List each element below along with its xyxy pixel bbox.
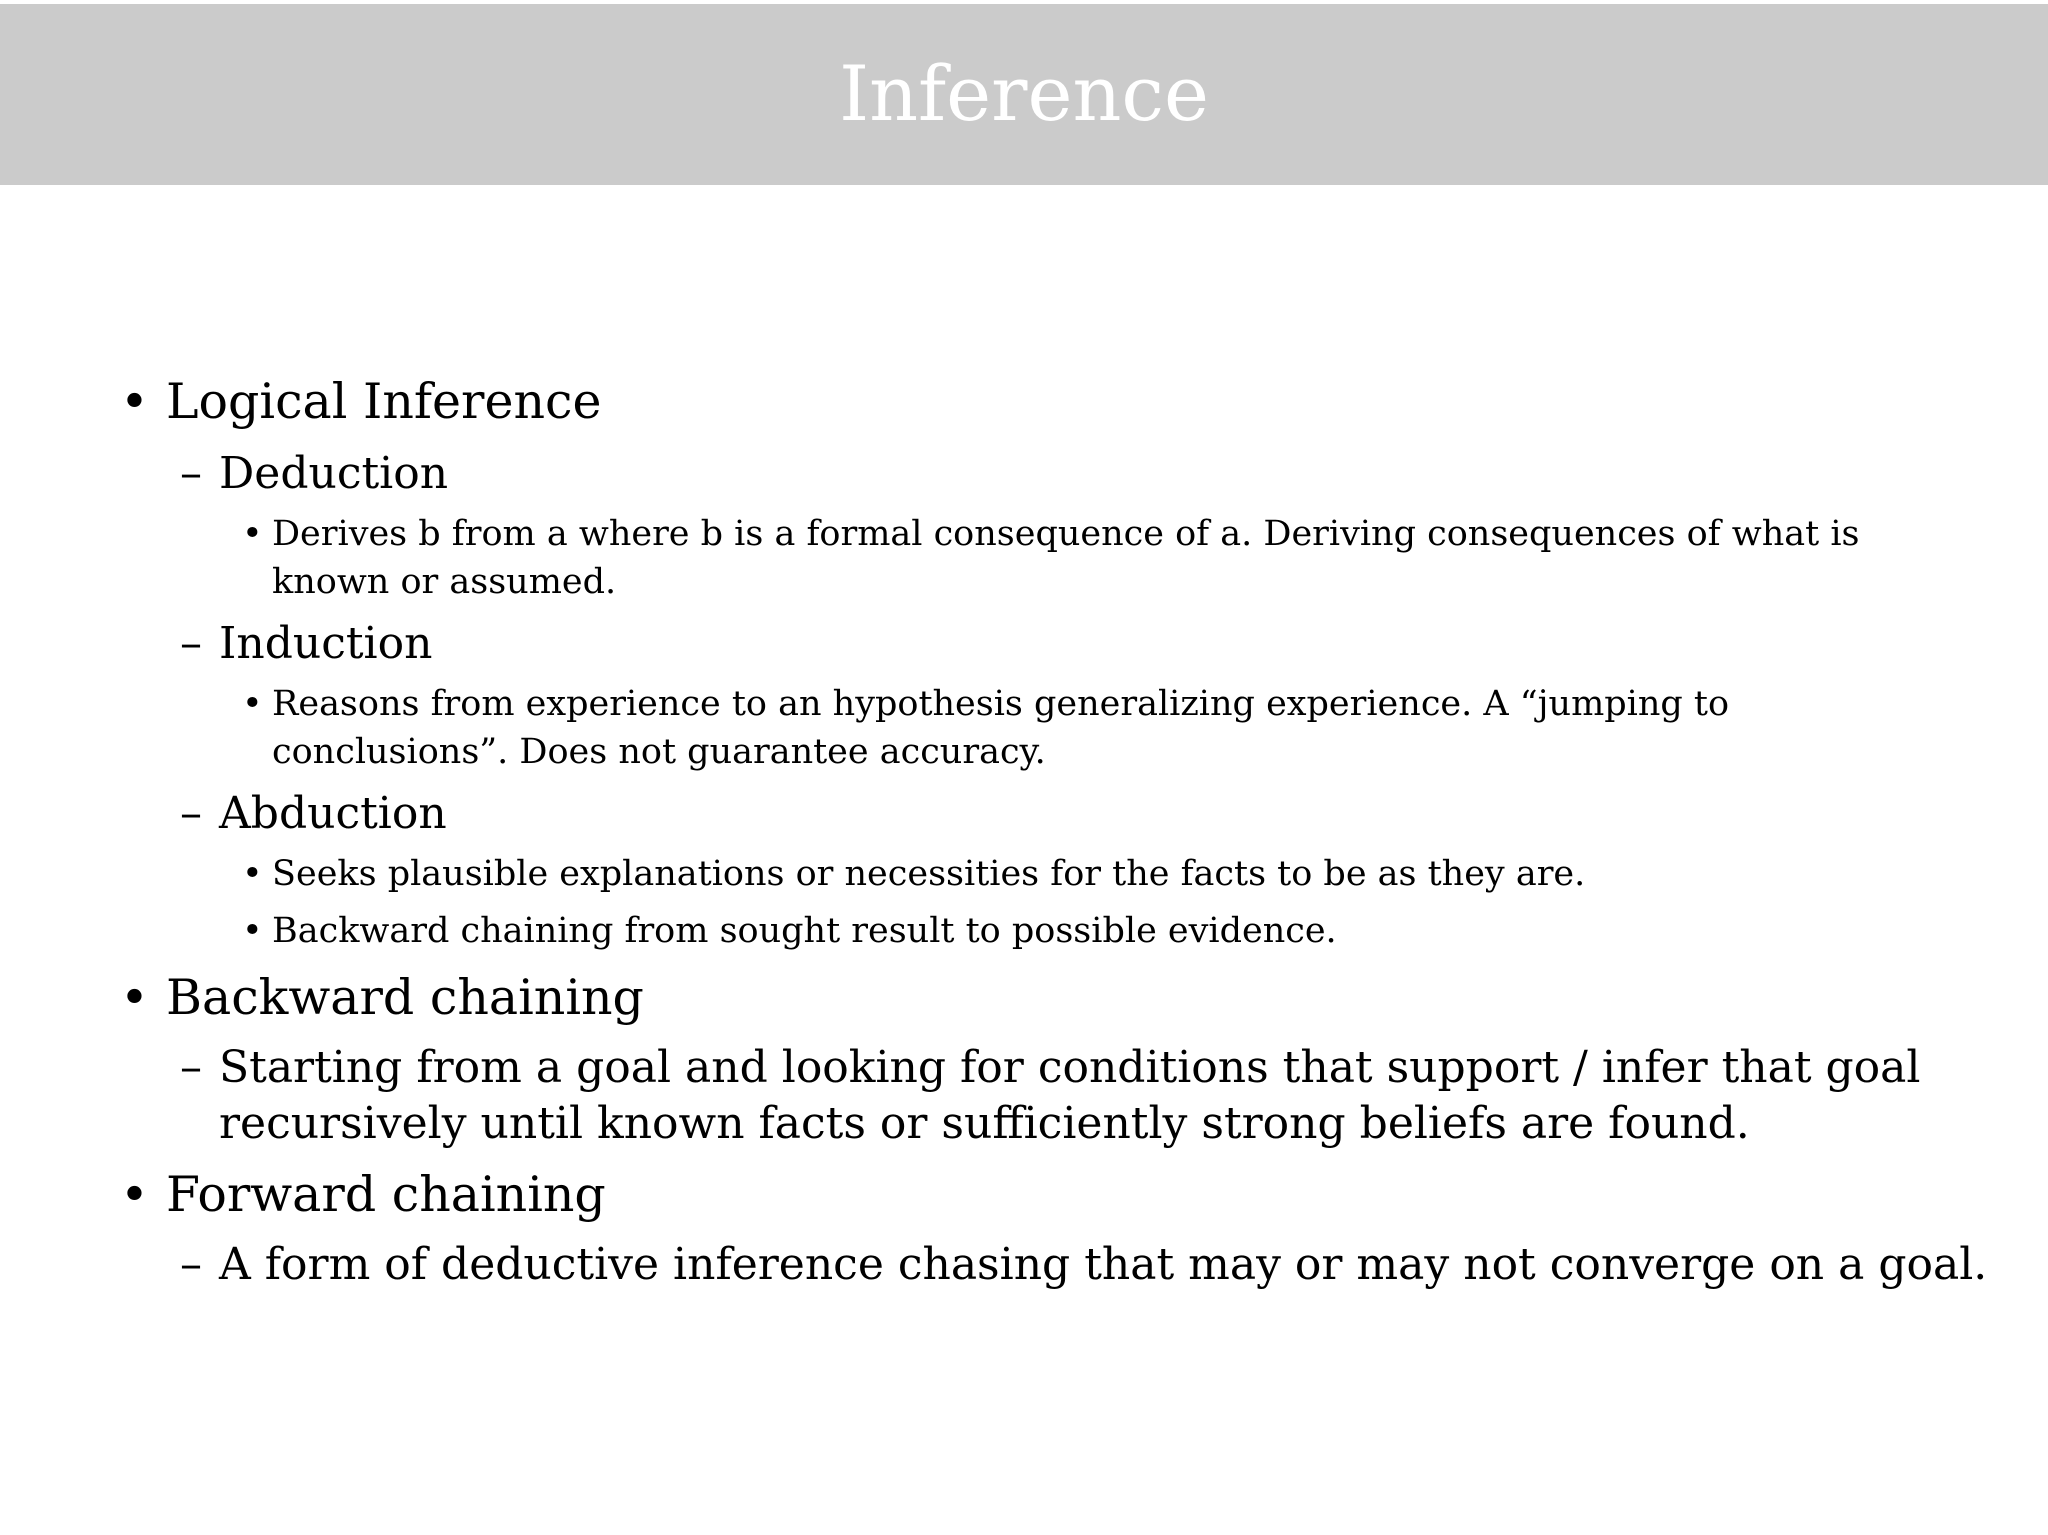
point-line: conclusions”. Does not guarantee accuracy. [272,732,1046,772]
bullet-label: Backward chaining [166,969,644,1026]
dash-marker: – [180,788,202,839]
point-line: Derives b from a where b is a formal consequence of a. Deriving consequences of what is [272,514,1860,554]
title-bar [0,4,2048,185]
bullet-marker: • [242,854,263,894]
point-line: known or assumed. [272,562,617,602]
sub-bullet-line: Starting from a goal and looking for conditions that support / infer that goal [219,1042,1921,1093]
bullet-marker: • [242,911,263,951]
bullet-marker: • [120,969,149,1026]
point-line: Seeks plausible explanations or necessities for the facts to be as they are. [272,854,1586,894]
bullet-marker: • [120,1166,149,1223]
bullet-marker: • [242,684,263,724]
sub-bullet-line: A form of deductive inference chasing that may or may not converge on a goal. [219,1239,1988,1290]
sub-bullet-label: Deduction [219,448,449,499]
sub-bullet-label: Induction [219,618,433,669]
dash-marker: – [180,1239,202,1290]
bullet-marker: • [120,373,149,430]
point-line: Backward chaining from sought result to possible evidence. [272,911,1337,951]
bullet-label: Logical Inference [166,373,602,430]
dash-marker: – [180,448,202,499]
bullet-marker: • [242,514,263,554]
sub-bullet-line: recursively until known facts or sufficiently strong beliefs are found. [219,1098,1750,1149]
slide-title: Inference [839,49,1209,138]
bullet-label: Forward chaining [166,1166,606,1223]
point-line: Reasons from experience to an hypothesis generalizing experience. A “jumping to [272,684,1730,724]
sub-bullet-label: Abduction [219,788,447,839]
dash-marker: – [180,618,202,669]
dash-marker: – [180,1042,202,1093]
